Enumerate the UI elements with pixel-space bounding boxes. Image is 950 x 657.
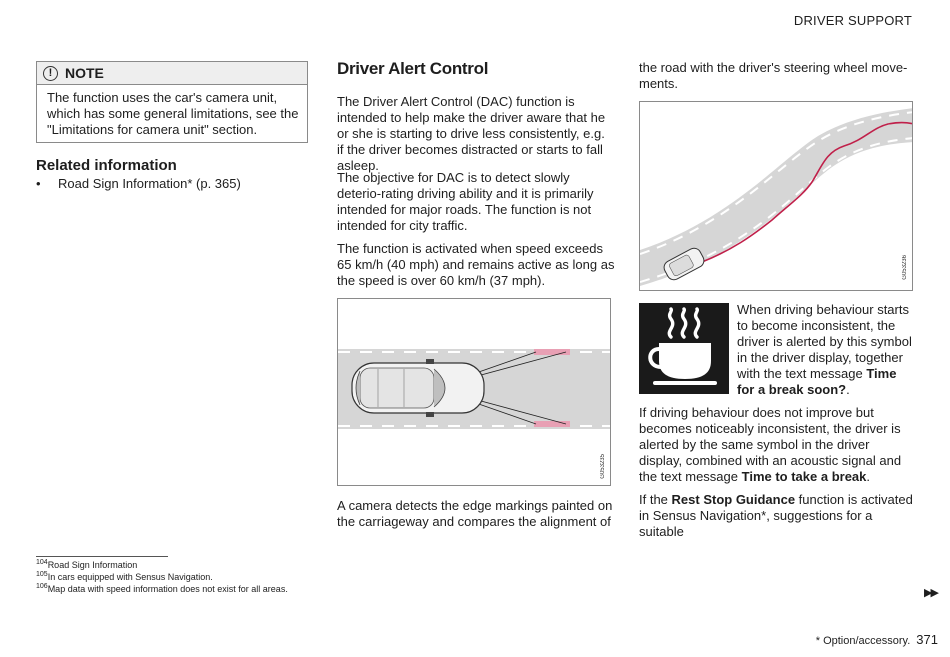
message-time-for-break: Time for a break soon? [737, 366, 897, 397]
escalation-paragraph: If driving behaviour does not improve but becomes noticeably inconsistent, the driver is alerted by the same symbol in the driver display, combined with an acoustic signal and the text message Time to take a break. [639, 405, 902, 484]
camera-paragraph: A camera detects the edge markings painted on the carriageway and compares the alignment of [337, 498, 613, 529]
camera-paragraph-continued: the road with the driver's steering wheel move-ments. [639, 60, 908, 91]
bullet: • [36, 176, 41, 191]
page-footer [816, 632, 938, 647]
lane-camera-illustration [337, 298, 611, 486]
objective-paragraph: The objective for DAC is to detect slowly deterio-rating driving ability and it is primarily intended for major roads. The function is not intended for city traffic. [337, 170, 594, 233]
road-steering-illustration [639, 101, 913, 291]
note-box [36, 61, 308, 143]
option-note: * Option/accessory. [815, 635, 911, 647]
note-text: The function uses the car's camera unit, which has some general limitations, see the "Limitations for camera unit" section. [47, 90, 299, 137]
lane-camera-svg [338, 299, 611, 486]
activation-paragraph: The function is activated when speed exceeds 65 km/h (40 mph) and remains active as long as the speed is over 60 km/h (37 mph). [337, 241, 615, 288]
page-title: Driver Alert Control [337, 59, 489, 78]
footnote: $^{106}$Map data with speed information does not exist for all areas. [36, 583, 288, 594]
related-link[interactable]: Road Sign Information* (p. 365) [58, 176, 241, 191]
footnote: $^{105}$In cars equipped with Sensus Navigation. [36, 571, 213, 582]
figure-code: G053236 [902, 255, 908, 280]
coffee-cup-icon [639, 303, 729, 394]
road-steering-svg [640, 102, 913, 291]
info-circle-icon: ! [43, 66, 58, 81]
note-title: NOTE [65, 65, 104, 81]
next-page-arrows-icon[interactable]: ▶▶ [924, 587, 937, 599]
intro-paragraph: The Driver Alert Control (DAC) function is intended to help make the driver aware that he or she is starting to drive less consistently, e.g. if the driver becomes distracted or starts to fall asleep. [337, 94, 606, 173]
figure-code: G053235 [600, 454, 606, 479]
page-number: 371 [916, 632, 938, 647]
rest-stop-guidance-term: Rest Stop Guidance [671, 492, 796, 507]
section-header: DRIVER SUPPORT [793, 13, 912, 28]
car-top-view [352, 359, 484, 417]
note-header [37, 62, 307, 85]
related-information-heading: Related information [36, 157, 177, 174]
symbol-paragraph: When driving behaviour starts to become inconsistent, the driver is alerted by this symbol in the driver display, together with the text message Time for a break soon?. [737, 302, 912, 397]
footnote-divider [36, 556, 168, 557]
related-list-item[interactable] [36, 176, 241, 192]
rest-stop-paragraph: If the Rest Stop Guidance function is activated in Sensus Navigation*, suggestions for a suitable [639, 492, 913, 539]
footnote: $^{104}$Road Sign Information [36, 559, 138, 570]
message-take-a-break: Time to take a break [741, 469, 867, 484]
